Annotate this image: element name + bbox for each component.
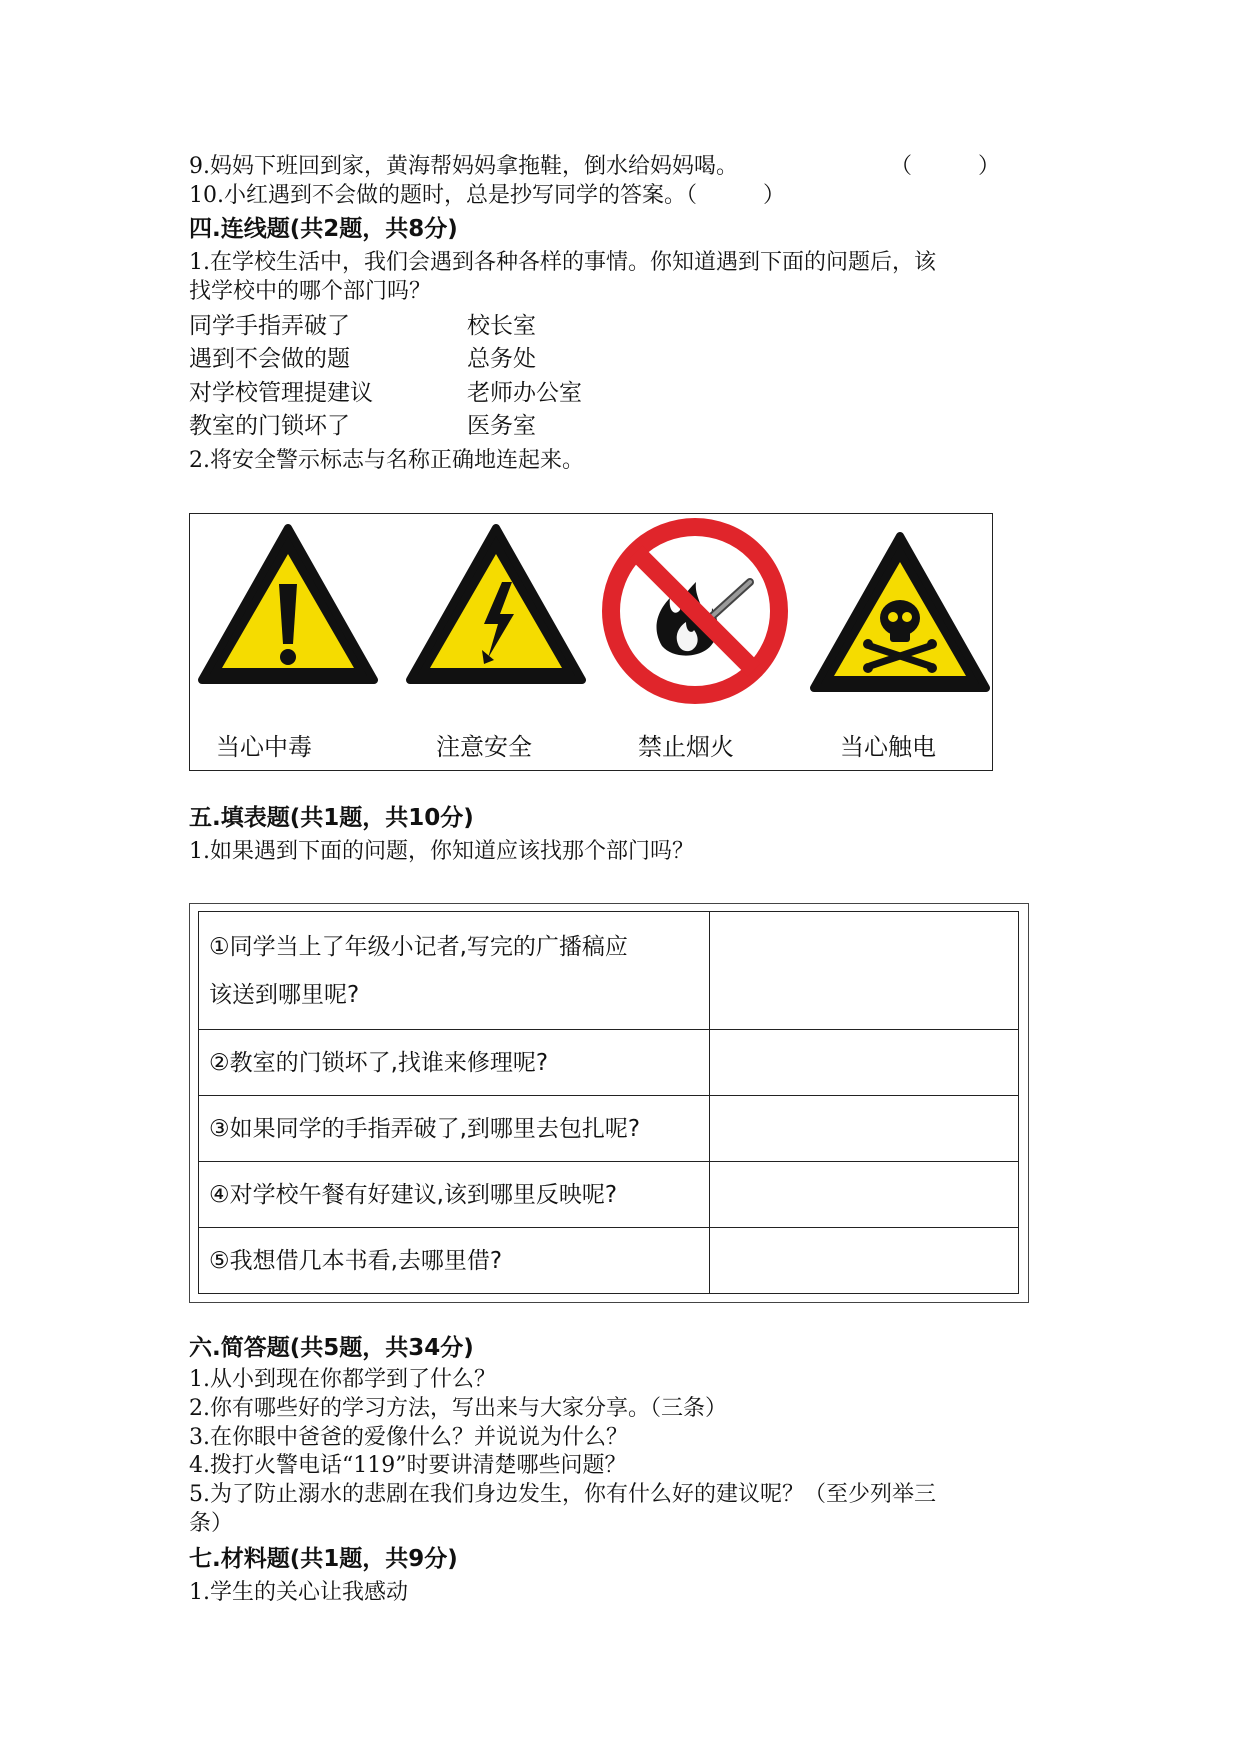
section-6-question: 3.在你眼中爸爸的爱像什么？并说说为什么？ bbox=[189, 1425, 628, 1450]
sign-label: 注意安全 bbox=[436, 733, 532, 761]
section-4-q1-line1: 1.在学校生活中，我们会遇到各种各样的事情。你知道遇到下面的问题后，该 bbox=[189, 250, 936, 275]
section-7-title: 七.材料题(共1题，共9分) bbox=[189, 1546, 458, 1572]
match-right-item: 老师办公室 bbox=[467, 380, 582, 406]
section-6-question: 5.为了防止溺水的悲剧在我们身边发生，你有什么好的建议呢？（至少列举三 bbox=[189, 1482, 936, 1507]
match-right-item: 医务室 bbox=[467, 413, 536, 439]
match-left-item: 对学校管理提建议 bbox=[189, 380, 373, 406]
section-5-title: 五.填表题(共1题，共10分) bbox=[189, 805, 474, 831]
question-text: ①同学当上了年级小记者,写完的广播稿应 bbox=[209, 933, 628, 960]
fill-in-table bbox=[198, 911, 1019, 1294]
match-right-item: 校长室 bbox=[467, 313, 536, 339]
sign-label: 当心中毒 bbox=[216, 733, 312, 761]
question-cell: ②教室的门锁坏了,找谁来修理呢? bbox=[199, 1030, 710, 1096]
question-text: 该送到哪里呢? bbox=[209, 981, 360, 1008]
table-row bbox=[199, 912, 1019, 1030]
table-row bbox=[199, 1228, 1019, 1294]
question-10: 10.小红遇到不会做的题时，总是抄写同学的答案。（ ） bbox=[189, 183, 785, 208]
match-left-item: 同学手指弄破了 bbox=[189, 313, 350, 339]
section-6-question: 1.从小到现在你都学到了什么？ bbox=[189, 1367, 496, 1392]
sign-label: 禁止烟火 bbox=[638, 733, 734, 761]
sign-label: 当心触电 bbox=[840, 733, 936, 761]
section-4-q2: 2.将安全警示标志与名称正确地连起来。 bbox=[189, 448, 584, 473]
question-9: 9.妈妈下班回到家，黄海帮妈妈拿拖鞋，倒水给妈妈喝。 bbox=[189, 154, 738, 179]
section-4-q1-line2: 找学校中的哪个部门吗？ bbox=[189, 279, 432, 304]
question-cell: ④对学校午餐有好建议,该到哪里反映呢? bbox=[199, 1162, 710, 1228]
section-6-question: 条） bbox=[189, 1511, 234, 1536]
safety-signs-panel bbox=[189, 513, 993, 771]
section-5-q1: 1.如果遇到下面的问题，你知道应该找那个部门吗？ bbox=[189, 839, 694, 864]
no-fire-prohibition-icon bbox=[600, 516, 790, 706]
question-cell: ⑤我想借几本书看,去哪里借? bbox=[199, 1228, 710, 1294]
section-6-title: 六.简答题(共5题，共34分) bbox=[189, 1335, 474, 1361]
answer-cell[interactable] bbox=[710, 1162, 1019, 1228]
question-9-answer-paren: （ ） bbox=[890, 154, 1001, 179]
match-left-item: 遇到不会做的题 bbox=[189, 346, 350, 372]
section-4-title: 四.连线题(共2题，共8分) bbox=[189, 216, 458, 242]
section-6-question: 2.你有哪些好的学习方法，写出来与大家分享。（三条） bbox=[189, 1396, 727, 1421]
question-cell: ③如果同学的手指弄破了,到哪里去包扎呢? bbox=[199, 1096, 710, 1162]
exclamation-warning-icon bbox=[196, 520, 380, 690]
section-6-question: 4.拨打火警电话“119”时要讲清楚哪些问题？ bbox=[189, 1453, 627, 1478]
table-row bbox=[199, 1096, 1019, 1162]
match-left-item: 教室的门锁坏了 bbox=[189, 413, 350, 439]
fill-table-frame bbox=[189, 903, 1029, 1303]
question-cell bbox=[199, 912, 710, 1030]
answer-cell[interactable] bbox=[710, 1228, 1019, 1294]
poison-skull-warning-icon bbox=[808, 528, 992, 698]
answer-cell[interactable] bbox=[710, 1096, 1019, 1162]
match-right-item: 总务处 bbox=[467, 346, 536, 372]
table-row bbox=[199, 1030, 1019, 1096]
table-row bbox=[199, 1162, 1019, 1228]
electric-shock-warning-icon bbox=[404, 520, 588, 690]
answer-cell[interactable] bbox=[710, 1030, 1019, 1096]
answer-cell[interactable] bbox=[710, 912, 1019, 1030]
section-7-q1: 1.学生的关心让我感动 bbox=[189, 1580, 408, 1605]
